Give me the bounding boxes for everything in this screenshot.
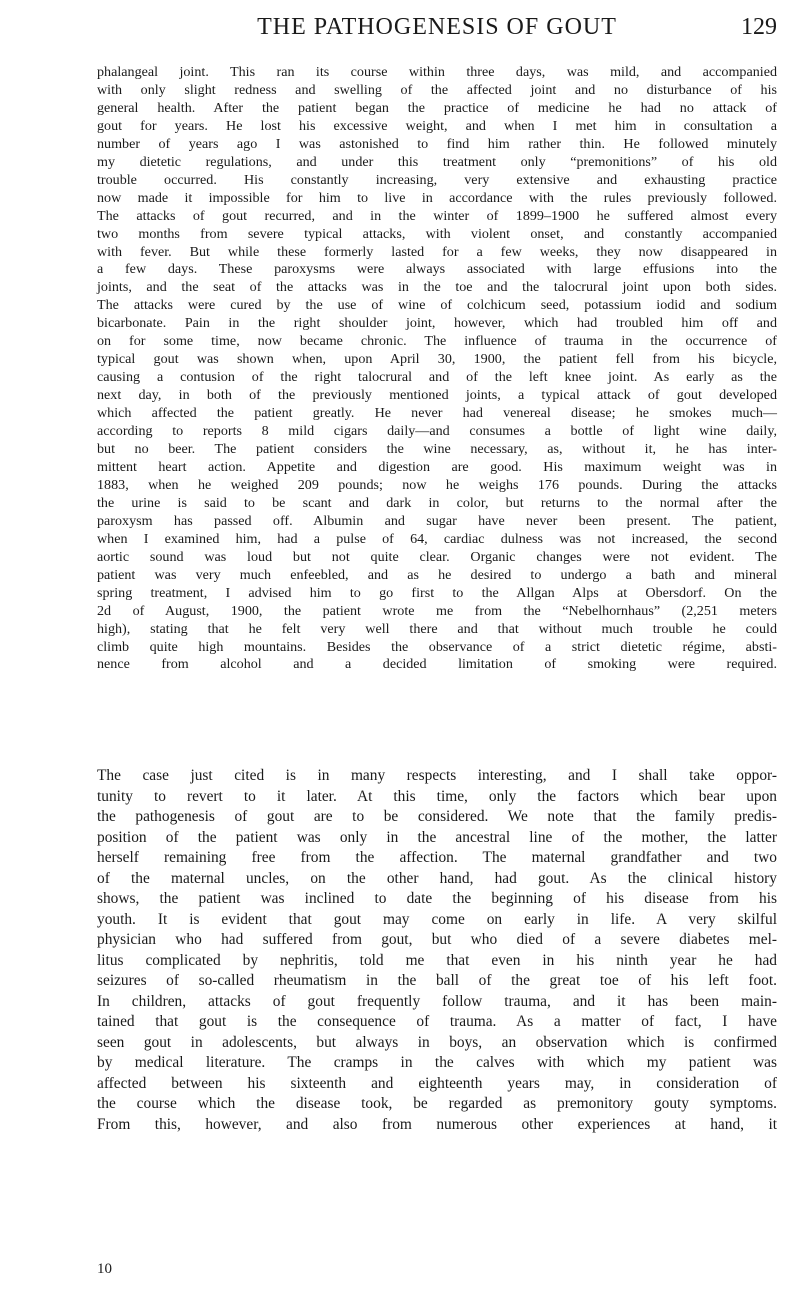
text-line: spring treatment, I advised him to go first to the Allgan Alps at Obersdorf. On the xyxy=(97,584,777,601)
text-line: The case just cited is in many respects interesting, and I shall take oppor- xyxy=(97,767,777,784)
text-line: which affected the patient greatly. He never had venereal disease; he smokes much— xyxy=(97,405,777,422)
running-title: THE PATHOGENESIS OF GOUT xyxy=(257,14,617,40)
text-line: next day, in both of the previously mentioned joints, a typical attack of gout developed xyxy=(97,387,777,404)
text-line: phalangeal joint. This ran its course within three days, was mild, and accompanied xyxy=(97,64,777,80)
text-line: litus complicated by nephritis, told me that even in his ninth year he had xyxy=(97,951,777,969)
page-number: 129 xyxy=(741,14,777,40)
text-line: mittent heart action. Appetite and digestion are good. His maximum weight was in xyxy=(97,458,777,475)
text-line: the urine is said to be scant and dark in color, but returns to the normal after the xyxy=(97,494,777,511)
text-line: paroxysm has passed off. Albumin and sugar have never been present. The patient, xyxy=(97,512,777,529)
text-line: youth. It is evident that gout may come on early in life. A very skilful xyxy=(97,910,777,928)
text-line: trouble occurred. His constantly increasing, very extensive and exhausting practice xyxy=(97,171,777,188)
discussion-paragraph xyxy=(97,766,777,1135)
signature-mark: 10 xyxy=(97,1261,112,1277)
text-line: with only slight redness and swelling of the affected joint and no disturbance of his xyxy=(97,81,777,98)
text-line: the course which the disease took, be regarded as premonitory gouty symptoms. xyxy=(97,1095,777,1112)
text-line: 2d of August, 1900, the patient wrote me from the “Nebelhornhaus” (2,251 meters xyxy=(97,602,777,619)
text-line: a few days. These paroxysms were always associated with large effusions into the xyxy=(97,261,777,278)
text-line: on for some time, now became chronic. The influence of trauma in the occurrence of xyxy=(97,333,777,350)
text-line: now made it impossible for him to live in accordance with the rules previously followed. xyxy=(97,189,777,206)
text-line: with fever. But while these formerly lasted for a few weeks, they now disappeared in xyxy=(97,243,777,260)
text-line: position of the patient was only in the ancestral line of the mother, the latter xyxy=(97,828,777,846)
case-history-paragraph xyxy=(97,64,777,674)
text-line: In children, attacks of gout frequently follow trauma, and it has been main- xyxy=(97,992,777,1010)
text-line: joints, and the seat of the attacks was in the toe and the talocrural joint upon both sides. xyxy=(97,279,777,296)
text-line: The attacks were cured by the use of wine of colchicum seed, potassium iodid and sodium xyxy=(97,297,777,314)
text-line: according to reports 8 mild cigars daily—and consumes a bottle of light wine daily, xyxy=(97,423,777,440)
running-head xyxy=(97,14,777,54)
text-line: 1883, when he weighed 209 pounds; now he weighs 176 pounds. During the attacks xyxy=(97,476,777,493)
text-line: high), stating that he felt very well there and that without much trouble he could xyxy=(97,620,777,637)
text-line: number of years ago I was astonished to find him rather thin. He followed minutely xyxy=(97,135,777,152)
text-line: climb quite high mountains. Besides the observance of a strict dietetic régime, absti- xyxy=(97,638,777,655)
text-line: tunity to revert to it later. At this time, only the factors which bear upon xyxy=(97,787,777,805)
text-line: physician who had suffered from gout, but who died of a severe diabetes mel- xyxy=(97,931,777,948)
text-line: From this, however, and also from numerous other experiences at hand, it xyxy=(97,1115,777,1133)
text-line: but no beer. The patient considers the wine necessary, as, without it, he has inter- xyxy=(97,441,777,458)
text-line: affected between his sixteenth and eighteenth years may, in consideration of xyxy=(97,1074,777,1092)
text-line: herself remaining free from the affection. The maternal grandfather and two xyxy=(97,849,777,866)
text-line: nence from alcohol and a decided limitation of smoking were required. xyxy=(97,656,777,673)
text-line: seizures of so-called rheumatism in the ball of the great toe of his left foot. xyxy=(97,972,777,989)
text-line: typical gout was shown when, upon April 30, 1900, the patient fell from his bicycle, xyxy=(97,351,777,368)
text-line: general health. After the patient began the practice of medicine he had no attack of xyxy=(97,99,777,116)
text-line: causing a contusion of the right talocrural and of the left knee joint. As early as the xyxy=(97,369,777,386)
text-line: shows, the patient was inclined to date the beginning of his disease from his xyxy=(97,890,777,907)
text-line: seen gout in adolescents, but always in boys, an observation which is confirmed xyxy=(97,1033,777,1051)
text-line: when I examined him, had a pulse of 64, cardiac dulness was not increased, the second xyxy=(97,530,777,547)
text-line: the pathogenesis of gout are to be considered. We note that the family predis- xyxy=(97,808,777,825)
text-line: by medical literature. The cramps in the calves with which my patient was xyxy=(97,1054,777,1071)
text-line: two months from severe typical attacks, with violent onset, and constantly accompanied xyxy=(97,225,777,242)
text-line: my dietetic regulations, and under this treatment only “premonitions” of his old xyxy=(97,153,777,170)
text-line: tained that gout is the consequence of trauma. As a matter of fact, I have xyxy=(97,1013,777,1030)
text-line: of the maternal uncles, on the other hand, had gout. As the clinical history xyxy=(97,869,777,887)
text-line: gout for years. He lost his excessive weight, and when I met him in consultation a xyxy=(97,117,777,134)
text-line: bicarbonate. Pain in the right shoulder joint, however, which had troubled him off and xyxy=(97,315,777,332)
text-line: The attacks of gout recurred, and in the winter of 1899–1900 he suffered almost every xyxy=(97,207,777,224)
text-line: aortic sound was loud but not quite clear. Organic changes were not evident. The xyxy=(97,548,777,565)
text-line: patient was very much enfeebled, and as he desired to undergo a bath and mineral xyxy=(97,566,777,583)
